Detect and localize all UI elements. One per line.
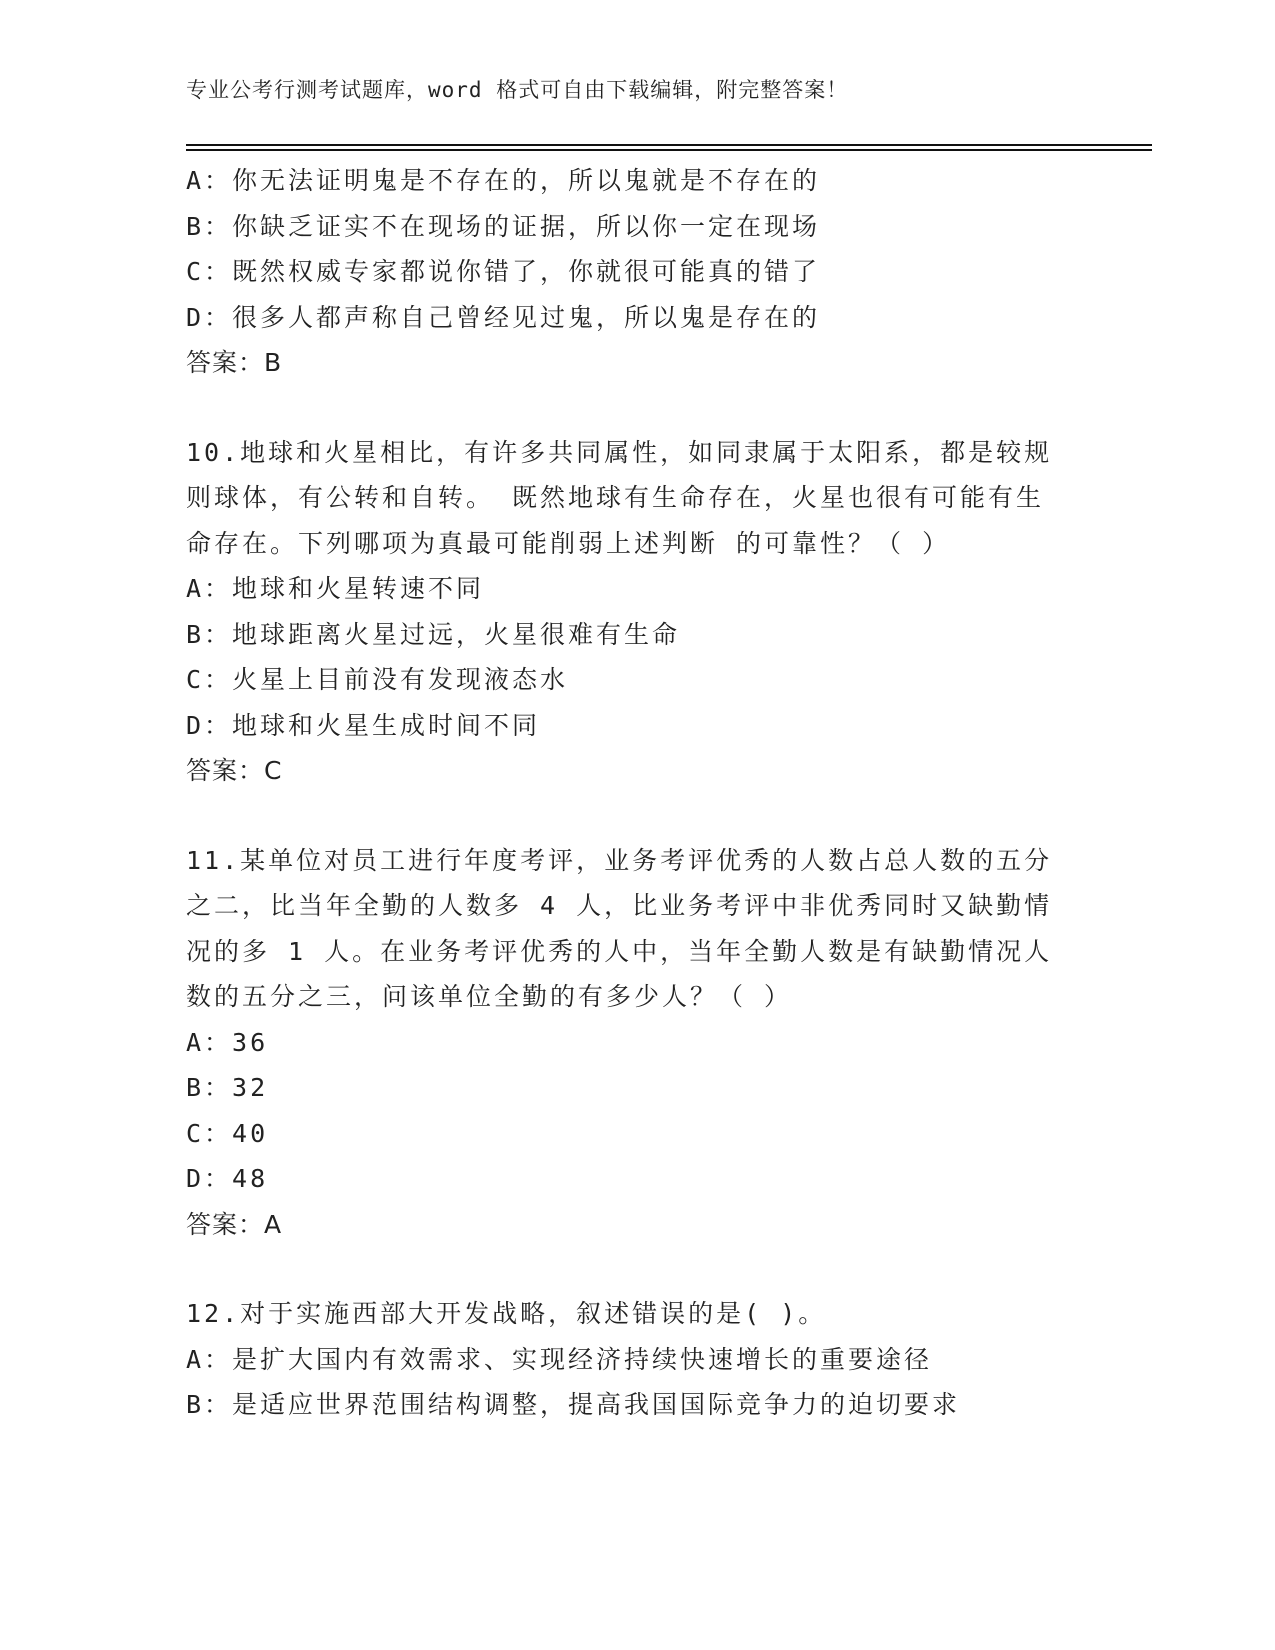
question-stem-line: 10.地球和火星相比，有许多共同属性，如同隶属于太阳系，都是较规 (186, 437, 1053, 467)
document-body (186, 158, 1086, 1428)
answer-line: 答案：A (186, 1209, 283, 1239)
spacer (186, 1247, 1086, 1291)
question-9 (186, 158, 1086, 386)
question-stem-line: 11.某单位对员工进行年度考评，业务考评优秀的人数占总人数的五分 (186, 845, 1053, 875)
option-a: A：是扩大国内有效需求、实现经济持续快速增长的重要途径 (186, 1344, 933, 1374)
question-12 (186, 1291, 1086, 1428)
header-rule-top (186, 144, 1152, 146)
answer-line: 答案：C (186, 756, 283, 785)
option-b: B：32 (186, 1073, 269, 1102)
option-a: A：36 (186, 1027, 269, 1057)
question-10 (186, 430, 1086, 794)
option-d: D：很多人都声称自己曾经见过鬼，所以鬼是存在的 (186, 302, 821, 332)
option-a: A：地球和火星转速不同 (186, 574, 485, 603)
spacer (186, 794, 1086, 838)
option-d: D：48 (186, 1164, 269, 1193)
question-stem-line: 12.对于实施西部大开发战略，叙述错误的是( )。 (186, 1299, 827, 1328)
question-stem-line: 之二，比当年全勤的人数多 4 人，比业务考评中非优秀同时又缺勤情 (186, 891, 1053, 920)
option-d: D：地球和火星生成时间不同 (186, 710, 541, 740)
question-11 (186, 838, 1086, 1248)
question-stem-line: 则球体，有公转和自转。 既然地球有生命存在，火星也很有可能有生 (186, 483, 1045, 512)
question-stem-line: 况的多 1 人。在业务考评优秀的人中，当年全勤人数是有缺勤情况人 (186, 936, 1053, 966)
option-b: B：地球距离火星过远，火星很难有生命 (186, 619, 681, 649)
option-c: C：既然权威专家都说你错了，你就很可能真的错了 (186, 257, 821, 286)
header-rule-bottom (186, 149, 1152, 151)
option-b: B：是适应世界范围结构调整，提高我国国际竞争力的迫切要求 (186, 1390, 961, 1419)
option-a: A：你无法证明鬼是不存在的，所以鬼就是不存在的 (186, 166, 821, 195)
page-header: 专业公考行测考试题库，word 格式可自由下载编辑，附完整答案！ (186, 78, 849, 102)
spacer (186, 386, 1086, 430)
option-c: C：火星上目前没有发现液态水 (186, 665, 569, 694)
question-stem-line: 命存在。下列哪项为真最可能削弱上述判断 的可靠性？（ ） (186, 528, 951, 558)
answer-line: 答案：B (186, 348, 283, 377)
option-b: B：你缺乏证实不在现场的证据，所以你一定在现场 (186, 211, 821, 241)
option-c: C：40 (186, 1118, 269, 1148)
question-stem-line: 数的五分之三，问该单位全勤的有多少人？（ ） (186, 982, 793, 1011)
